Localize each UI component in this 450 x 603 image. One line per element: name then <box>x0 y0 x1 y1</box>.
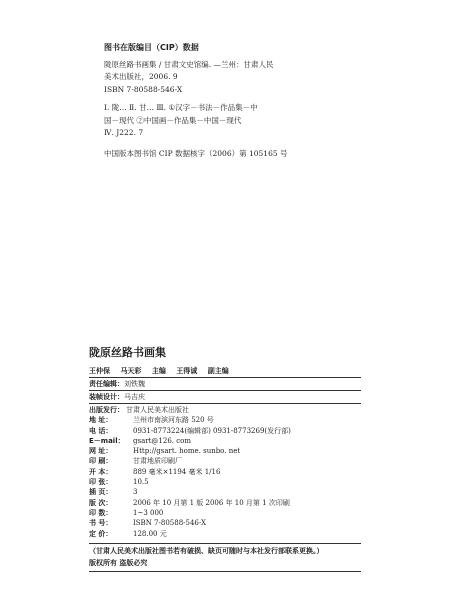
publication-row-value: 3 <box>133 488 138 497</box>
divider <box>89 543 361 544</box>
publication-row-value: 甘肃地质印刷厂 <box>133 457 182 466</box>
publication-row-label: 版 次： <box>89 498 113 507</box>
publication-row-label: 插 页： <box>89 488 113 497</box>
author-name: 王得诚 <box>176 367 198 375</box>
publication-row-value: gsart@126. com <box>133 436 191 445</box>
publication-row-value: 889 毫米×1194 毫米 1/16 <box>133 467 221 476</box>
publication-row-value: Http://gsart. home. sunbo. net <box>133 447 241 456</box>
publisher-row <box>89 405 291 415</box>
book-title: 陇原丝路书画集 <box>89 346 166 359</box>
publisher-value: 甘肃人民美术出版社 <box>126 406 189 414</box>
cip-block <box>104 42 424 160</box>
publication-row <box>89 487 291 497</box>
publication-info <box>89 405 291 539</box>
publication-row-label: 定 价： <box>89 529 113 538</box>
notice-replacement: （甘肃人民美术出版社图书若有破损、缺页可随时与本社发行部联系更换。） <box>89 547 324 555</box>
cover-designer-label: 装帧设计： <box>89 393 124 401</box>
publication-row-value: 兰州市南滨河东路 520 号 <box>133 416 214 425</box>
publication-row <box>89 477 291 487</box>
publication-row-label: 印 张： <box>89 478 113 487</box>
cip-line: ISBN 7-80588-546-X <box>104 84 183 94</box>
publisher-label: 出版发行： <box>89 406 124 414</box>
notice-block <box>89 545 324 569</box>
publication-row-value: 2006 年 10 月第 1 版 2006 年 10 月第 1 次印刷 <box>133 498 290 507</box>
responsible-editor-value: 刘铁魏 <box>124 380 145 388</box>
cip-line: 美术出版社，2006. 9 <box>104 72 178 81</box>
publication-row <box>89 518 291 528</box>
author-name: 王仲保 <box>89 367 110 375</box>
cip-heading: 图书在版编目（CIP）数据 <box>104 43 199 52</box>
responsible-editor <box>89 379 145 389</box>
cip-subject-line: Ⅰ. 陇… Ⅱ. 甘… Ⅲ. ①汉字－书法－作品集－中 <box>104 103 258 112</box>
publication-row-label: 开 本： <box>89 467 113 476</box>
publication-row <box>89 508 291 518</box>
cip-line: 陇原丝路书画集 / 甘肃文史馆编. —兰州：甘肃人民 <box>104 59 274 69</box>
cover-designer <box>89 392 145 402</box>
publication-row <box>89 446 291 456</box>
publication-row-label: 印 数： <box>89 508 113 517</box>
publication-row <box>89 426 291 436</box>
cip-catalog-note: 中国版本图书馆 CIP 数据核字（2006）第 105165 号 <box>104 148 288 158</box>
publication-row-value: 0931-8773224(编辑部) 0931-8773269(发行部) <box>133 426 291 435</box>
cip-subject-line: 国－现代 ②中国画－作品集－中国－现代 <box>104 115 242 125</box>
cover-designer-value: 马吉庆 <box>124 393 145 401</box>
publication-row-value: ISBN 7-80588-546-X <box>133 519 206 528</box>
publication-row <box>89 467 291 477</box>
responsible-editor-label: 责任编辑： <box>89 380 124 388</box>
cip-subject-line: Ⅳ. J222. 7 <box>104 128 144 137</box>
divider <box>89 377 361 378</box>
publication-row <box>89 456 291 466</box>
publication-row-label: 网 址： <box>89 447 113 456</box>
publication-row-label: 印 刷： <box>89 457 113 466</box>
authors-line <box>89 366 237 376</box>
publication-row-value: 10.5 <box>133 478 149 487</box>
author-role: 主编 <box>151 367 166 375</box>
publication-row <box>89 498 291 508</box>
publication-row-value: 1~3 000 <box>133 508 164 517</box>
publication-row-value: 128.00 元 <box>133 529 167 538</box>
publication-row <box>89 529 291 539</box>
author-name: 马天彩 <box>120 367 142 375</box>
notice-copyright: 版权所有 盗版必究 <box>89 559 148 567</box>
divider <box>89 403 361 404</box>
author-role: 副主编 <box>207 367 229 375</box>
publication-row-label: 电 话： <box>89 426 113 435</box>
divider <box>89 390 361 391</box>
divider <box>89 571 361 572</box>
publication-row-label: 书 号： <box>89 519 113 528</box>
publication-row <box>89 436 291 446</box>
publication-row-label: E－mail： <box>89 436 125 445</box>
publication-row <box>89 415 291 425</box>
publication-row-label: 地 址： <box>89 416 113 425</box>
